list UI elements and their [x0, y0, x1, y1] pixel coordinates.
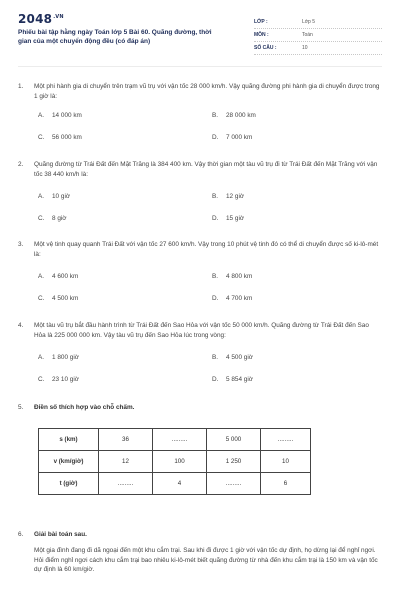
table-cell: 1 250	[207, 451, 261, 473]
logo-tld: .VN	[53, 14, 64, 20]
logo-text: 2048	[18, 12, 53, 26]
option-letter: D.	[212, 376, 219, 383]
worksheet-title: Phiếu bài tập hằng ngày Toán lớp 5 Bài 60. Quãng đường, thời gian của một chuyển động đều (có đáp án)	[18, 29, 212, 45]
question-text: Điền số thích hợp vào chỗ chấm.	[34, 404, 135, 411]
question-text: Giải bài toán sau.	[34, 531, 87, 538]
meta-value: 10	[302, 45, 308, 51]
question-number: 2.	[18, 161, 24, 168]
option-letter: D.	[212, 215, 219, 222]
option-text: 15 giờ	[226, 215, 245, 222]
table-cell[interactable]: .........	[207, 473, 261, 495]
question-body: Một gia đình đang đi dã ngoại đến một khu cắm trại. Sau khi đi được 1 giờ với vận tốc dự định, họ dừng lại để nghỉ ngơi. Hỏi điểm nghỉ ngơi cách khu cắm trại bao nhiêu ki-lô-mét biết quãng đường từ nhà đến khu cắm trại là 150 km và vận tốc dự định là 60 km/giờ.	[34, 547, 378, 574]
option-text: 56 000 km	[52, 134, 82, 141]
row-label: t (giờ)	[39, 473, 99, 495]
table-cell: 6	[261, 473, 311, 495]
option-text: 28 000 km	[226, 112, 256, 119]
option-letter: B.	[212, 273, 219, 280]
row-label: v (km/giờ)	[39, 451, 99, 473]
question-text: Một phi hành gia di chuyển trên trạm vũ trụ với vận tốc 28 000 km/h. Vậy quãng đường phi hành gia di chuyển được trong 1 giờ là:	[34, 83, 380, 100]
option-letter: A.	[38, 112, 45, 119]
question-number: 6.	[18, 531, 24, 538]
option-letter: A.	[38, 354, 45, 361]
table-row	[39, 473, 311, 495]
table-cell[interactable]: .........	[99, 473, 153, 495]
option-text: 7 000 km	[226, 134, 253, 141]
header-divider	[18, 66, 382, 67]
option-letter: C.	[38, 134, 45, 141]
option-d[interactable]	[212, 134, 252, 141]
table-cell: 100	[153, 451, 207, 473]
option-letter: D.	[212, 295, 219, 302]
option-text: 5 854 giờ	[226, 376, 253, 383]
option-d[interactable]	[212, 376, 253, 383]
option-b[interactable]	[212, 112, 256, 119]
option-text: 1 800 giờ	[52, 354, 79, 361]
meta-key: LỚP :	[254, 19, 268, 25]
option-text: 23 10 giờ	[52, 376, 79, 383]
option-c[interactable]	[38, 134, 82, 141]
option-text: 4 700 km	[226, 295, 253, 302]
option-text: 4 600 km	[52, 273, 79, 280]
option-d[interactable]	[212, 295, 252, 302]
option-text: 14 000 km	[52, 112, 82, 119]
option-b[interactable]	[212, 354, 253, 361]
option-text: 8 giờ	[52, 215, 67, 222]
question-text: Một vệ tinh quay quanh Trái Đất với vận tốc 27 600 km/h. Vậy trong 10 phút vệ tinh đó có thể di chuyển được số ki-lô-mét là:	[34, 241, 379, 258]
question-number: 5.	[18, 404, 24, 411]
site-logo[interactable]	[18, 12, 64, 26]
table-row	[39, 451, 311, 473]
option-c[interactable]	[38, 376, 79, 383]
table-cell: 10	[261, 451, 311, 473]
option-a[interactable]	[38, 273, 78, 280]
question-text: Một tàu vũ trụ bắt đầu hành trình từ Trái Đất đến Sao Hỏa với vận tốc 50 000 km/h. Quãng đường từ Trái Đất đến Sao Hỏa là 225 000 000 km. Vậy tàu vũ trụ đến Sao Hỏa lúc trong vòng:	[34, 322, 369, 339]
table-cell[interactable]: .........	[153, 429, 207, 451]
option-letter: A.	[38, 273, 45, 280]
question-number: 1.	[18, 83, 24, 90]
option-letter: B.	[212, 354, 219, 361]
table-cell[interactable]: .........	[261, 429, 311, 451]
worksheet-header	[18, 12, 382, 60]
meta-key: MÔN :	[254, 32, 269, 38]
option-text: 4 500 giờ	[226, 354, 253, 361]
option-b[interactable]	[212, 193, 244, 200]
meta-row-class	[254, 16, 382, 29]
option-letter: D.	[212, 134, 219, 141]
option-letter: A.	[38, 193, 45, 200]
option-c[interactable]	[38, 215, 67, 222]
row-label: s (km)	[39, 429, 99, 451]
option-text: 10 giờ	[52, 193, 71, 200]
option-text: 4 800 km	[226, 273, 253, 280]
option-a[interactable]	[38, 112, 82, 119]
question-number: 3.	[18, 241, 24, 248]
option-d[interactable]	[212, 215, 244, 222]
option-a[interactable]	[38, 354, 79, 361]
question-6-body	[34, 546, 382, 575]
meta-value: Toán	[302, 32, 313, 38]
table-cell: 12	[99, 451, 153, 473]
option-letter: C.	[38, 295, 45, 302]
option-b[interactable]	[212, 273, 252, 280]
option-text: 12 giờ	[226, 193, 245, 200]
option-text: 4 500 km	[52, 295, 79, 302]
fill-in-table	[38, 428, 311, 495]
option-letter: C.	[38, 215, 45, 222]
table-row	[39, 429, 311, 451]
meta-row-subject	[254, 29, 382, 42]
option-c[interactable]	[38, 295, 78, 302]
question-number: 4.	[18, 322, 24, 329]
question-text: Quãng đường từ Trái Đất đến Mặt Trăng là 384 400 km. Vậy thời gian một tàu vũ trụ đi từ Trái Đất đến Mặt Trăng với vận tốc 38 440 km/h là:	[34, 161, 378, 178]
option-a[interactable]	[38, 193, 70, 200]
meta-key: SỐ CÂU :	[254, 45, 277, 51]
option-letter: B.	[212, 112, 219, 119]
table-cell: 36	[99, 429, 153, 451]
option-letter: C.	[38, 376, 45, 383]
meta-value: Lớp 5	[302, 19, 316, 25]
table-cell: 4	[153, 473, 207, 495]
table-cell: 5 000	[207, 429, 261, 451]
worksheet-meta	[254, 16, 382, 55]
meta-row-count	[254, 42, 382, 55]
option-letter: B.	[212, 193, 219, 200]
